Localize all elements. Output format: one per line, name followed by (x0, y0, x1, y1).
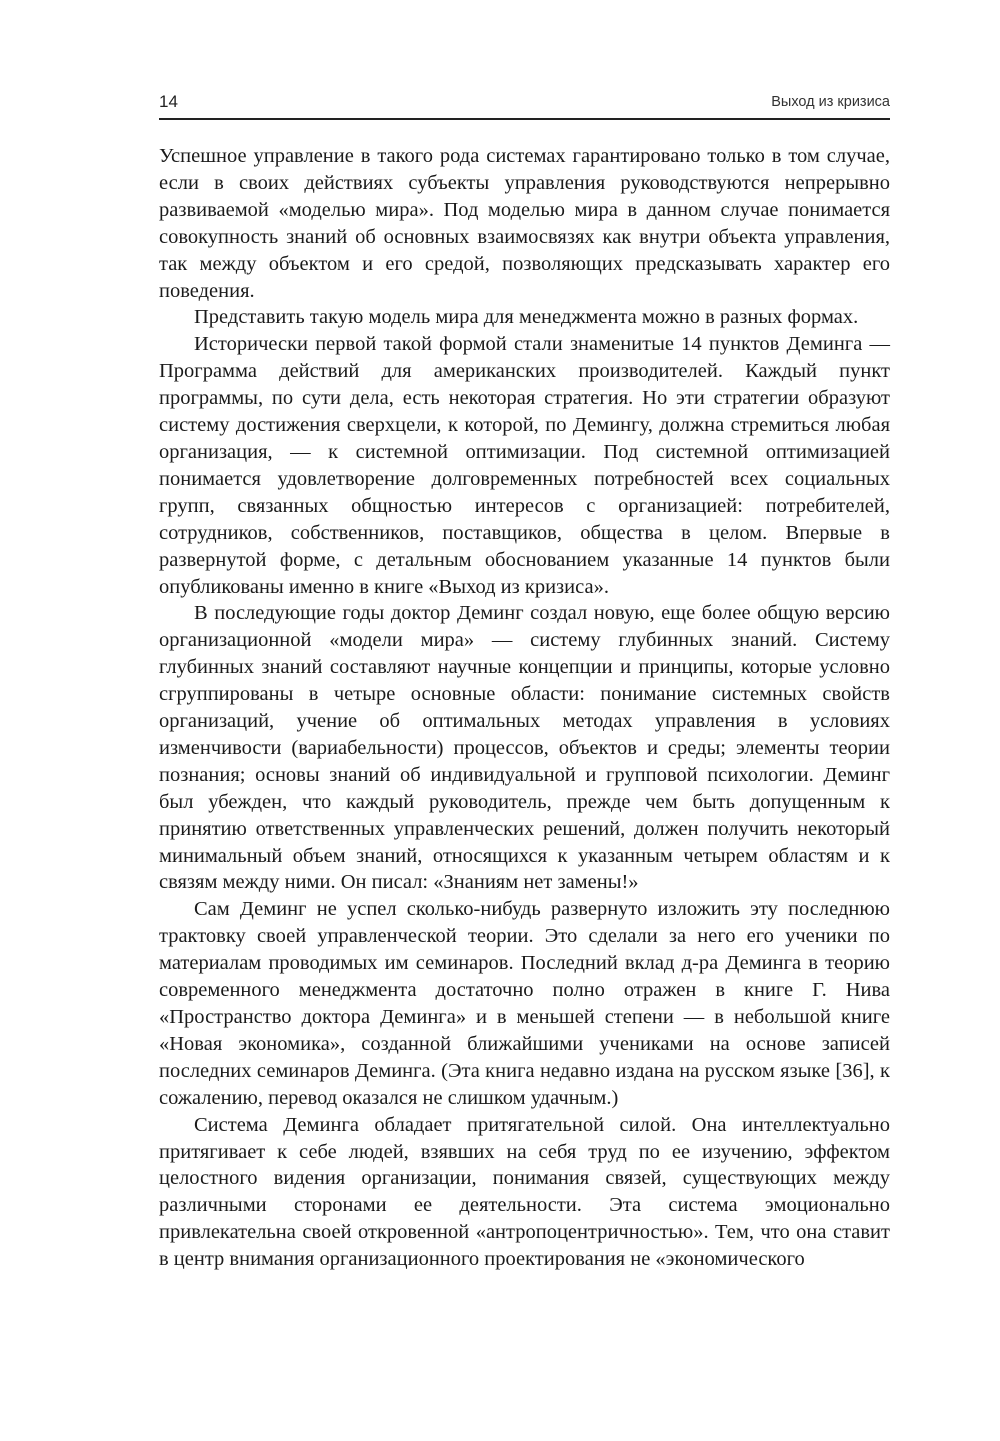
paragraph: Успешное управление в такого рода системах гарантировано только в том случае, если в своих действиях субъекты управления руководствуются непрерывно развиваемой «моделью мира». Под моделью мира в данном случае понимается совокупность знаний об основных взаимосвязях как внутри объекта управления, так между объектом и его средой, позволяющих предсказывать характер его поведения. (159, 145, 890, 302)
paragraph: Система Деминга обладает притягательной силой. Она интеллектуально притягивает к себе людей, взявших на себя труд по ее изучению, эффектом целостного видения организации, понимания связей, существующих между различными сторонами ее деятельности. Эта система эмоционально привлекательна своей откровенной «антропоцентричностью». Тем, что она ставит в центр внимания организационного проектирования не «экономического (159, 1113, 890, 1271)
paragraph: Представить такую модель мира для менеджмента можно в разных формах. (194, 306, 859, 329)
paragraph: В последующие годы доктор Деминг создал новую, еще более общую версию организационной «модели мира» — систему глубинных знаний. Систему глубинных знаний составляют научные концепции и принципы, которые условно сгруппированы в четыре основные области: понимание системных свойств организаций, учение об оптимальных методах управления в условиях изменчивости (вариабельности) процессов, объектов и среды; элементы теории познания; основы знаний об индивидуальной и групповой психологии. Деминг был убежден, что каждый руководитель, прежде чем быть допущенным к принятию ответственных управленческих решений, должен получить некоторый минимальный объем знаний, относящихся к указанным четырем областям и к связям между ними. Он писал: «Знаниям нет замены!» (159, 602, 890, 894)
body-text (159, 143, 890, 1273)
page-number: 14 (159, 92, 178, 111)
running-title: Выход из кризиса (771, 94, 890, 110)
paragraph: Сам Деминг не успел сколько-нибудь развернуто изложить эту последнюю трактовку своей управленческой теории. Это сделали за него его ученики по материалам проводимых им семинаров. Последний вклад д-ра Деминга в теорию современного менеджмента достаточно полно отражен в книге Г. Нива «Пространство доктора Деминга» и в меньшей степени — в небольшой книге «Новая экономика», созданной ближайшими учениками на основе записей последних семинаров Деминга. (Эта книга недавно издана на русском языке [36], к сожалению, перевод оказался не слишком удачным.) (159, 898, 890, 1109)
page-header (159, 92, 890, 120)
paragraph: Исторически первой такой формой стали знаменитые 14 пунктов Деминга — Программа действий для американских производителей. Каждый пункт программы, по сути дела, есть некоторая стратегия. Но эти стратегии образуют систему достижения сверхцели, к которой, по Демингу, должна стремиться любая организация, — к системной оптимизации. Под системной оптимизацией понимается удовлетворение долговременных потребностей всех социальных групп, связанных общностью интересов с организацией: потребителей, сотрудников, собственников, поставщиков, общества в целом. Впервые в развернутой форме, с детальным обоснованием указанные 14 пунктов были опубликованы именно в книге «Выход из кризиса». (159, 333, 890, 598)
